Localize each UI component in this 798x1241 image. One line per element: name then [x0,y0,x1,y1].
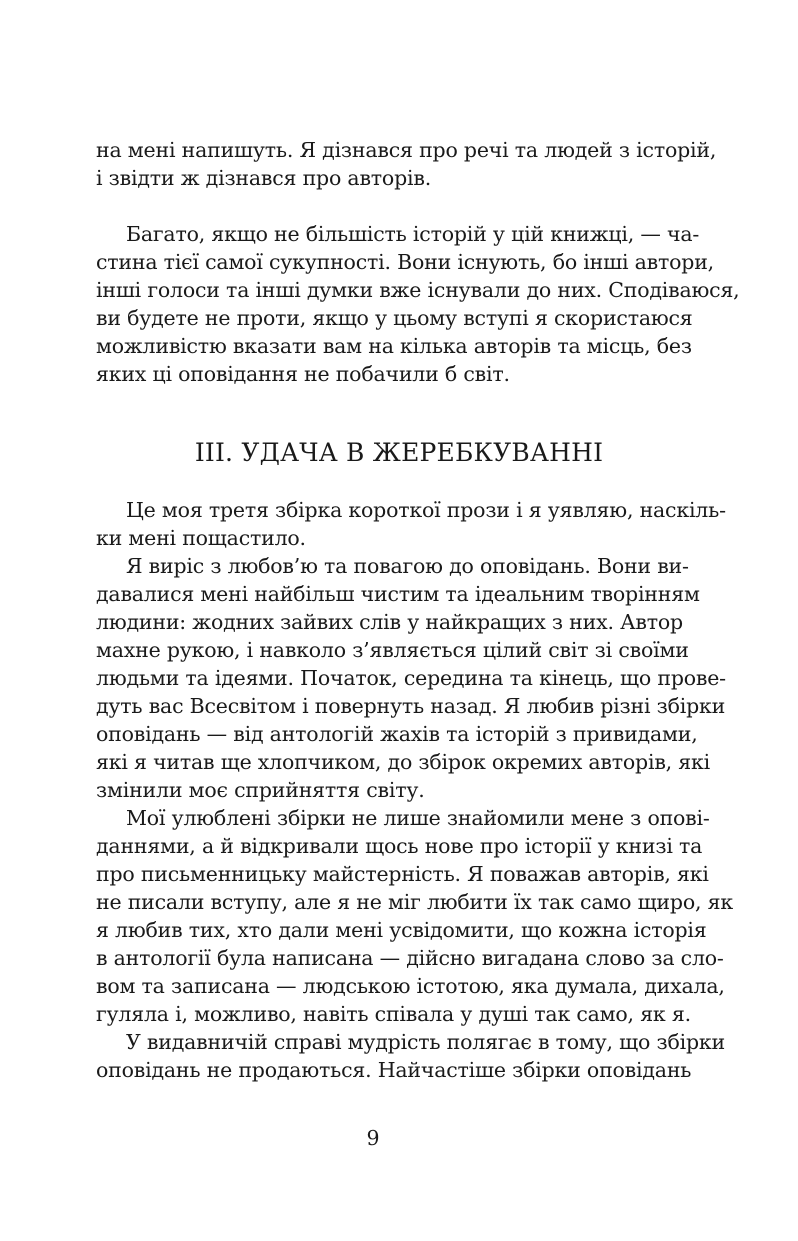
text-line: Багато, якщо не більшість історій у цій книжці, — ча- [126,222,700,246]
text-line: У видавничій справі мудрість полягає в тому, що збірки [126,1030,725,1054]
text-line: Мої улюблені збірки не лише знайомили мене з опові- [126,806,710,830]
text-line: про письменницьку майстерність. Я поважав авторів, які [96,862,709,886]
text-line: яких ці оповідання не побачили б світ. [96,362,510,386]
text-line: ки мені пощастило. [96,526,306,550]
text-line: і звідти ж дізнався про авторів. [96,166,432,190]
text-line: Я виріс з любов’ю та повагою до оповідань. Вони ви- [126,554,689,578]
section-heading: III. УДАЧА В ЖЕРЕБКУВАННІ [194,438,604,467]
text-line: вом та записана — людською істотою, яка думала, дихала, [96,974,725,998]
text-line: оповідань — від антологій жахів та історій з привидами, [96,722,698,746]
text-line: можливістю вказати вам на кілька авторів та місць, без [96,334,692,358]
text-line: даннями, а й відкривали щось нове про історії у книзі та [96,834,703,858]
text-line: гуляла і, можливо, навіть співала у душі так само, як я. [96,1002,691,1026]
text-line: я любив тих, хто дали мені усвідомити, що кожна історія [96,918,707,942]
text-line: змінили моє сприйняття світу. [96,778,425,802]
text-line: дуть вас Всесвітом і повернуть назад. Я любив різні збірки [96,694,726,718]
text-line: не писали вступу, але я не міг любити їх так само щиро, як [96,890,733,914]
text-line: ви будете не проти, якщо у цьому вступі я скористаюся [96,306,693,330]
text-line: махне рукою, і навколо з’являється цілий світ зі своїми [96,638,689,662]
page-number: 9 [366,1126,380,1150]
text-line: людьми та ідеями. Початок, середина та кінець, що прове- [96,666,726,690]
text-line: давалися мені найбільш чистим та ідеальним творінням [96,582,700,606]
text-line: інші голоси та інші думки вже існували до них. Сподіваюся, [96,278,740,302]
text-line: в антології була написана — дійсно вигадана слово за сло- [96,946,724,970]
text-line: які я читав ще хлопчиком, до збірок окремих авторів, які [96,750,711,774]
text-line: стина тієї самої сукупності. Вони існують, бо інші автори, [96,250,714,274]
text-line: на мені напишуть. Я дізнався про речі та людей з історій, [96,138,717,162]
text-line: оповідань не продаються. Найчастіше збірки оповідань [96,1058,692,1082]
text-line: людини: жодних зайвих слів у найкращих з них. Автор [96,610,683,634]
text-line: Це моя третя збірка короткої прози і я уявляю, наскіль- [126,498,726,522]
